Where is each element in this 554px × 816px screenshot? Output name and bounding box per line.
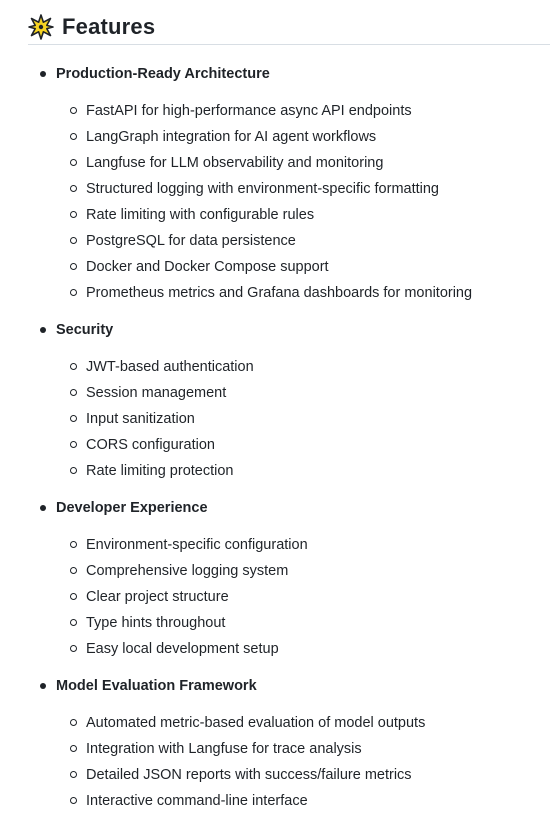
list-item [38,126,548,152]
bullet-circle-icon [70,263,77,270]
section-title [38,319,548,341]
list-item-text: Detailed JSON reports with success/failure metrics [86,767,412,783]
list-item [38,764,548,790]
bullet-circle-icon [70,619,77,626]
list-item [38,152,548,178]
list-item-text: Session management [86,385,227,401]
bullet-circle-icon [70,567,77,574]
bullet-circle-icon [70,159,77,166]
bullet-circle-icon [70,719,77,726]
section-developer-experience [38,497,548,664]
list-item [38,100,548,126]
list-item [38,460,548,486]
list-item-text: Automated metric-based evaluation of model outputs [86,715,426,731]
sub-list [38,100,548,308]
bullet-circle-icon [70,289,77,296]
bullet-disc-icon [40,71,46,77]
list-item-text: Environment-specific configuration [86,537,308,553]
list-item-text: JWT-based authentication [86,359,254,375]
list-item [38,356,548,382]
list-item-text: Type hints throughout [86,615,226,631]
bullet-circle-icon [70,645,77,652]
list-item-text: Clear project structure [86,589,229,605]
bullet-circle-icon [70,389,77,396]
list-item [38,256,548,282]
list-item [38,382,548,408]
sparkle-icon [28,14,54,40]
bullet-disc-icon [40,505,46,511]
bullet-circle-icon [70,593,77,600]
list-item [38,586,548,612]
list-item-text: PostgreSQL for data persistence [86,233,296,249]
page-title: Features [62,14,156,39]
bullet-circle-icon [70,185,77,192]
section-title [38,497,548,519]
bullet-circle-icon [70,441,77,448]
section-title-text: Production-Ready Architecture [56,66,270,82]
bullet-circle-icon [70,237,77,244]
sub-list [38,712,548,816]
list-item-text: Rate limiting protection [86,463,234,479]
list-item-text: Langfuse for LLM observability and monitoring [86,155,384,171]
list-item [38,612,548,638]
list-item [38,790,548,816]
list-item-text: Easy local development setup [86,641,279,657]
bullet-circle-icon [70,415,77,422]
list-item-text: Prometheus metrics and Grafana dashboards for monitoring [86,285,473,301]
list-item [38,638,548,664]
list-item-text: FastAPI for high-performance async API endpoints [86,103,412,119]
list-item-text: LangGraph integration for AI agent workflows [86,129,377,145]
bullet-circle-icon [70,797,77,804]
list-item-text: Docker and Docker Compose support [86,259,329,275]
section-title-text: Model Evaluation Framework [56,678,257,694]
list-item-text: Integration with Langfuse for trace analysis [86,741,362,757]
bullet-circle-icon [70,541,77,548]
list-item-text: Input sanitization [86,411,195,427]
sub-list [38,534,548,664]
list-item-text: Interactive command-line interface [86,793,308,809]
section-production-ready-architecture [38,63,548,308]
list-item [38,230,548,256]
section-model-evaluation-framework [38,675,548,816]
list-item-text: Rate limiting with configurable rules [86,207,315,223]
section-title-text: Security [56,322,114,338]
bullet-circle-icon [70,467,77,474]
section-title [38,675,548,697]
bullet-circle-icon [70,107,77,114]
list-item-text: Structured logging with environment-specific formatting [86,181,439,197]
list-item [38,738,548,764]
list-item [38,534,548,560]
list-item [38,178,548,204]
section-title [38,63,548,85]
list-item [38,560,548,586]
sub-list [38,356,548,486]
bullet-circle-icon [70,745,77,752]
bullet-disc-icon [40,327,46,333]
bullet-circle-icon [70,133,77,140]
section-title-text: Developer Experience [56,500,208,516]
section-security [38,319,548,486]
bullet-circle-icon [70,363,77,370]
bullet-circle-icon [70,211,77,218]
list-item [38,282,548,308]
list-item-text: CORS configuration [86,437,215,453]
list-item-text: Comprehensive logging system [86,563,289,579]
list-item [38,408,548,434]
bullet-disc-icon [40,683,46,689]
features-heading [28,10,550,45]
bullet-circle-icon [70,771,77,778]
list-item [38,712,548,738]
list-item [38,204,548,230]
list-item [38,434,548,460]
